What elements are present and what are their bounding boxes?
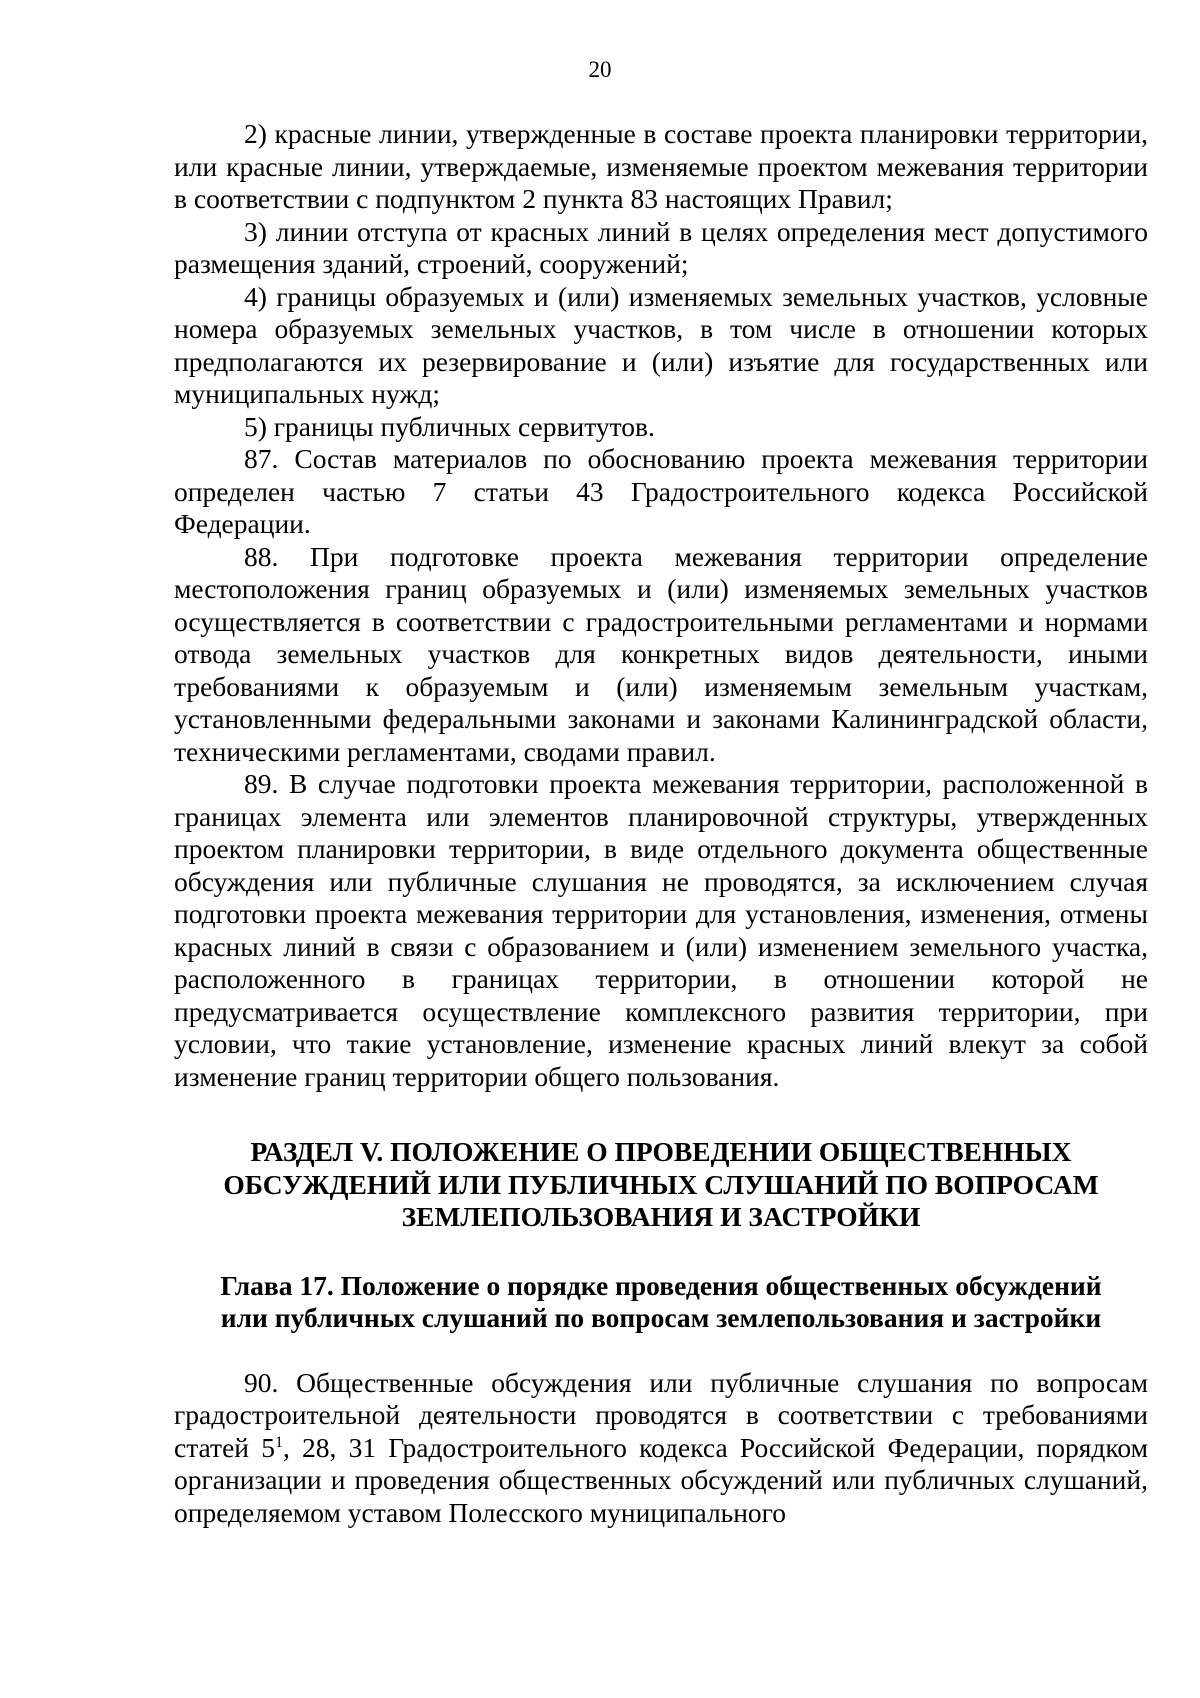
- page-number: 20: [588, 57, 612, 82]
- section-heading-line-1: РАЗДЕЛ V. ПОЛОЖЕНИЕ О ПРОВЕДЕНИИ ОБЩЕСТВЕННЫХ: [250, 1136, 1072, 1167]
- paragraph-90: [174, 1367, 1148, 1530]
- chapter-heading-line-1: Глава 17. Положение о порядке проведения общественных обсуждений: [220, 1269, 1102, 1301]
- paragraph-item-4: 4) границы образуемых и (или) изменяемых земельных участков, условные номера образуемых земельных участков, в том числе в отношении которых предполагаются их резервирование и (или) изъятие для государственных или муниципальных нужд;: [174, 280, 1148, 409]
- chapter-heading: [174, 1270, 1148, 1335]
- paragraph-88: 88. При подготовке проекта межевания территории определение местоположения границ образуемых и (или) изменяемых земельных участков осуществляется в соответствии с градостроительными регламентами и нормами отвода земельных участков для конкретных видов деятельности, иными требованиями к образуемым и (или) изменяемым земельным участкам, установленными федеральными законами и законами Калининградской области, техническими регламентами, сводами правил.: [174, 540, 1148, 767]
- paragraph-item-5: 5) границы публичных сервитутов.: [244, 410, 655, 442]
- paragraph-90-text-start: 90. Общественные обсуждения или публичные слушания по вопросам градостроительной деятельности проводятся в соответствии с требованиями статей 5: [174, 1366, 1148, 1463]
- chapter-heading-line-2: или публичных слушаний по вопросам землепользования и застройки: [220, 1302, 1102, 1333]
- document-body: [174, 118, 1148, 1529]
- paragraph-item-3: 3) линии отступа от красных линий в целях определения мест допустимого размещения зданий, строений, сооружений;: [174, 215, 1148, 279]
- section-heading: [174, 1136, 1148, 1234]
- section-heading-line-2: ОБСУЖДЕНИЙ ИЛИ ПУБЛИЧНЫХ СЛУШАНИЙ ПО ВОПРОСАМ: [223, 1168, 1099, 1200]
- paragraph-90-text-end: , 28, 31 Градостроительного кодекса Российской Федерации, порядком организации и проведения общественных обсуждений или публичных слушаний, определяемом уставом Полесского муниципального: [174, 1431, 1148, 1528]
- paragraph-item-2: 2) красные линии, утвержденные в составе проекта планировки территории, или красные линии, утверждаемые, изменяемые проектом межевания территории в соответствии с подпунктом 2 пункта 83 настоящих Правил;: [174, 118, 1148, 214]
- paragraph-87: 87. Состав материалов по обоснованию проекта межевания территории определен частью 7 статьи 43 Градостроительного кодекса Российской Федерации.: [174, 443, 1148, 539]
- section-heading-line-3: ЗЕМЛЕПОЛЬЗОВАНИЯ И ЗАСТРОЙКИ: [401, 1201, 921, 1232]
- paragraph-89: 89. В случае подготовки проекта межевания территории, расположенной в границах элемента или элементов планировочной структуры, утвержденных проектом планировки территории, в виде отдельного документа общественные обсуждения или публичные слушания не проводятся, за исключением случая подготовки проекта межевания территории для установления, изменения, отмены красных линий в связи с образованием и (или) изменением земельного участка, расположенного в границах территории, в отношении которой не предусматривается осуществление комплексного развития территории, при условии, что такие установление, изменение красных линий влекут за собой изменение границ территории общего пользования.: [174, 768, 1148, 1092]
- superscript-number: 1: [274, 1433, 283, 1451]
